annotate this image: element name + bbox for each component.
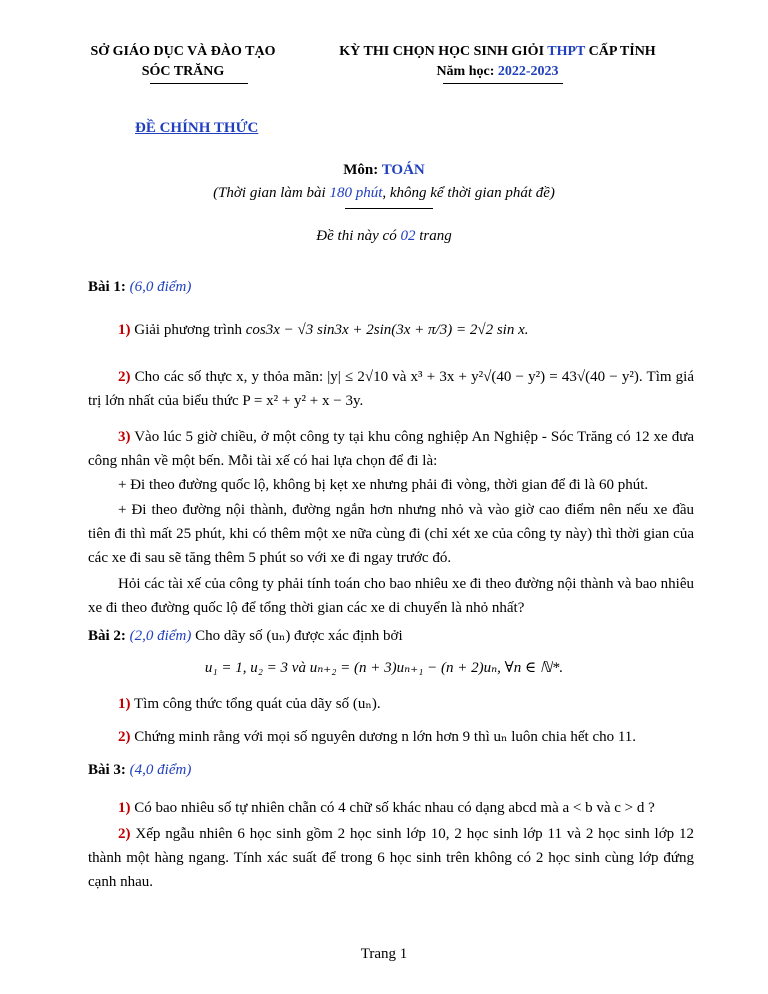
subject-line: Môn: TOÁN [343,162,425,178]
page-count: 02 [400,228,416,244]
bai1-q3-question: Hỏi các tài xế của công ty phải tính toán cho bao nhiêu xe đi theo đường nội thành và bao nhiêu xe đi theo đường quốc lộ để tổng thời gian các xe di chuyển là nhỏ nhất? [88,576,694,616]
bai1-q3: 3) Vào lúc 5 giờ chiều, ở một công ty tại khu công nghiệp An Nghiệp - Sóc Trăng có 12 xe đưa công nhân về một bến. Mỗi tài xế có hai lựa chọn để đi là: [88,429,694,469]
exam-level: THPT [547,44,586,59]
bai3-q2: 2) Xếp ngẫu nhiên 6 học sinh gồm 2 học sinh lớp 10, 2 học sinh lớp 11 và 2 học sinh lớp 12 thành một hàng ngang. Tính xác suất để trong 6 học sinh trên không có 2 học sinh cùng lớp đứng cạnh nhau. [88,826,694,890]
page-footer: Trang 1 [360,946,408,962]
bai1-q1: 1) Giải phương trình cos3x − √3 sin3x + 2sin(3x + π/3) = 2√2 sin x. [118,322,529,338]
bai1-q3-option1: + Đi theo đường quốc lộ, không bị kẹt xe nhưng phải đi vòng, thời gian để đi là 60 phút. [118,477,649,493]
bai3-heading: Bài 3: (4,0 điểm) [88,762,192,778]
school-year: Năm học: 2022-2023 [436,64,559,79]
time-line: (Thời gian làm bài 180 phút, không kể thời gian phát đề) [213,185,555,201]
province-name: SÓC TRĂNG [141,64,225,79]
bai2-heading: Bài 2: (2,0 điểm) Cho dãy số (uₙ) được xác định bởi [88,628,403,644]
time-underline [345,208,433,209]
bai3-q1: 1) Có bao nhiêu số tự nhiên chẵn có 4 chữ số khác nhau có dạng abcd mà a < b và c > d ? [118,800,655,816]
bai2-points: (2,0 điểm) [129,628,192,644]
department-name: SỞ GIÁO DỤC VÀ ĐÀO TẠO [90,44,276,59]
bai1-q3-option2: + Đi theo đường nội thành, đường ngắn hơn nhưng nhỏ và vào giờ cao điểm nên nếu xe đầu tiên đi thì mất 25 phút, khi có thêm một xe nữa cùng đi (chỉ xét xe của công ty này) thì thời gian của các xe đi sau sẽ tăng thêm 5 phút so với xe đi ngay trước đó. [88,502,694,566]
bai1-q1-equation: cos3x − √3 sin3x + 2sin(3x + π/3) = 2√2 sin x. [245,322,529,338]
bai1-heading: Bài 1: (6,0 điểm) [88,279,192,295]
bai2-q2: 2) Chứng minh rằng với mọi số nguyên dương n lớn hơn 9 thì uₙ luôn chia hết cho 11. [118,729,637,745]
time-minutes: 180 phút [329,185,383,201]
bai1-q2: 2) Cho các số thực x, y thỏa mãn: |y| ≤ 2√10 và x³ + 3x + y²√(40 − y²) = 43√(40 − y²). Tìm giá trị lớn nhất của biểu thức P = x² + y² + x − 3y. [88,369,695,409]
subject-name: TOÁN [381,162,425,178]
year-value: 2022-2023 [497,64,559,79]
department-header [88,42,278,82]
exam-header [315,42,680,82]
province-underline [150,83,248,84]
bai2-formula: u₁ = 1, u₂ = 3 và uₙ₊₂ = (n + 3)uₙ₊₁ − (n + 2)uₙ, ∀n ∈ ℕ*. [204,660,564,676]
bai3-points: (4,0 điểm) [129,762,192,778]
page-count-line: Đề thi này có 02 trang [316,228,452,244]
official-label: ĐỀ CHÍNH THỨC [135,120,259,136]
bai2-q1: 1) Tìm công thức tổng quát của dãy số (uₙ). [118,696,381,712]
year-underline [443,83,563,84]
exam-title: KỲ THI CHỌN HỌC SINH GIỎI THPT CẤP TỈNH [339,44,656,59]
bai1-points: (6,0 điểm) [129,279,192,295]
